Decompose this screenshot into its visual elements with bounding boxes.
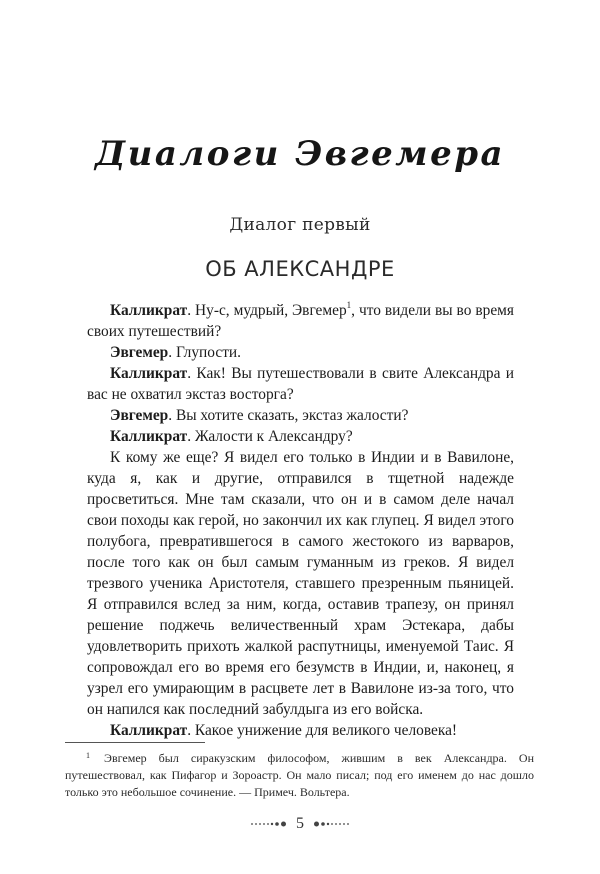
speaker-name: Калликрат (110, 722, 188, 739)
footnote-divider (65, 742, 205, 743)
dialog-title: ОБ АЛЕКСАНДРЕ (205, 257, 395, 281)
footnote-reference: 1 (346, 300, 352, 310)
book-title: Диалоги Эвгемера (94, 134, 506, 174)
paragraph (87, 300, 514, 342)
paragraph (87, 405, 514, 426)
dialog-text (87, 300, 514, 741)
paragraph-text: . Какое унижение для великого человека! (187, 722, 458, 739)
speaker-name: Калликрат (110, 365, 188, 382)
footnote-mark: 1 (86, 751, 90, 760)
footnote-indent (65, 751, 86, 765)
right-ornament-icon (312, 820, 350, 828)
dialog-label: Диалог первый (229, 215, 371, 235)
paragraph (87, 426, 514, 447)
paragraph (87, 720, 514, 741)
speaker-name: Эвгемер (110, 344, 169, 361)
speaker-name: Эвгемер (110, 407, 169, 424)
paragraph-text: . Вы хотите сказать, экстаз жалости? (168, 407, 409, 424)
speaker-name: Калликрат (110, 302, 188, 319)
paragraph (87, 342, 514, 363)
page-number-row (0, 814, 600, 834)
footnote-text: Эвгемер был сиракузским философом, жившим в век Александра. Он путешествовал, как Пифагор и Зороастр. Он мало писал; под его именем до нас дошло только это небольшое сочинение. — Примеч. Вольтера. (65, 751, 535, 799)
paragraph-text: К кому же еще? Я видел его только в Индии и в Вавилоне, куда я, как и другие, отправился в тщетной надежде просветиться. Мне там сказали, что он и в самом деле начал свои походы как герой, но закончил их как глупец. Я видел этого полубога, превратившегося в самого жестокого из варваров, после того как он был самым гуманным из греков. Я видел трезвого ученика Аристотеля, ставшего презренным пьяницей. Я отправился вслед за ним, когда, оставив трапезу, он принял решение поджечь величественный храм Эстекара, дабы удовлетворить прихоть жалкой распутницы, именуемой Таис. Я сопровождал его во время его безумств в Индии, и, наконец, я узрел его умирающим в расцвете лет в Вавилоне из-за того, что он напился как последний забулдыга из его войска. (87, 449, 514, 718)
paragraph (87, 447, 514, 720)
left-ornament-icon (250, 820, 288, 828)
paragraph-text: , что видели вы во время своих путешествий? (87, 302, 514, 340)
paragraph (87, 363, 514, 405)
paragraph-text: . Как! Вы путешествовали в свите Александра и вас не охватил экстаз восторга? (87, 365, 514, 403)
paragraph-text: . Ну-с, мудрый, Эвгемер (187, 302, 347, 319)
paragraph-text: . Глупости. (168, 344, 242, 361)
speaker-name: Калликрат (110, 428, 188, 445)
footnote (65, 750, 534, 801)
page-number: 5 (296, 815, 304, 833)
paragraph-text: . Жалости к Александру? (187, 428, 353, 445)
